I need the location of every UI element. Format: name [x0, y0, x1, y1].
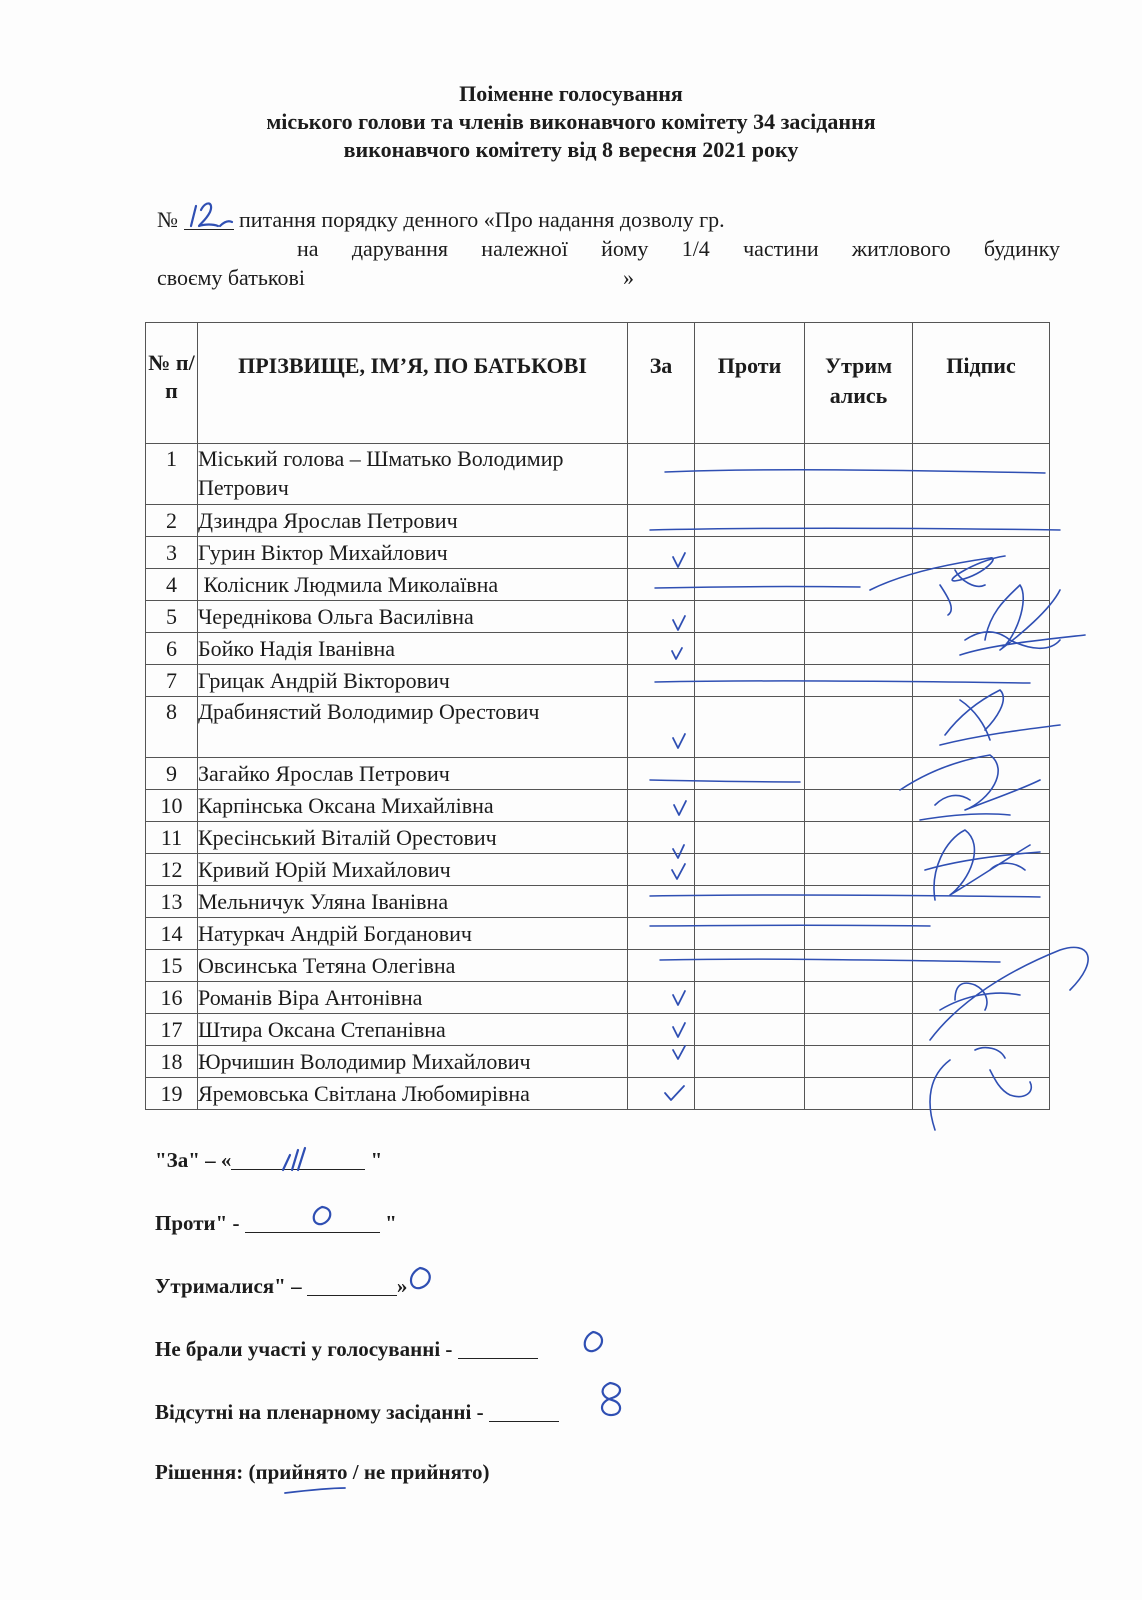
member-name: Колісник Людмила Миколаївна — [198, 569, 628, 601]
title-line-2: міського голови та членів виконавчого комітету 34 засідання — [266, 109, 876, 134]
row-number: 18 — [146, 1046, 198, 1078]
member-name: Грицак Андрій Вікторович — [198, 665, 628, 697]
member-name: Гурин Віктор Михайлович — [198, 537, 628, 569]
vote-against-cell — [695, 601, 805, 633]
vote-for-cell — [628, 1078, 695, 1110]
vote-for-cell — [628, 1014, 695, 1046]
vote-for-cell — [628, 665, 695, 697]
row-number: 3 — [146, 537, 198, 569]
vote-abstained-cell — [805, 665, 913, 697]
vote-for-cell — [628, 886, 695, 918]
table-row — [146, 569, 1050, 601]
member-name: Череднікова Ольга Василівна — [198, 601, 628, 633]
table-row — [146, 822, 1050, 854]
vote-against-cell — [695, 854, 805, 886]
question-text-3: своєму батькові — [157, 265, 305, 290]
header-number: № п/п — [146, 323, 198, 444]
total-against-label: Проти" - — [155, 1211, 245, 1235]
vote-abstained-cell — [805, 758, 913, 790]
not-voting-line — [155, 1336, 538, 1362]
table-row — [146, 758, 1050, 790]
row-number: 12 — [146, 854, 198, 886]
signature-cell — [913, 1014, 1050, 1046]
vote-abstained-cell — [805, 444, 913, 505]
decision-label: Рішення: (прийнято / не прийнято) — [155, 1460, 490, 1484]
row-number: 17 — [146, 1014, 198, 1046]
vote-abstained-cell — [805, 822, 913, 854]
member-name: Дзиндра Ярослав Петрович — [198, 505, 628, 537]
header-name: ПРІЗВИЩЕ, ІМ’Я, ПО БАТЬКОВІ — [198, 323, 628, 444]
agenda-question — [157, 205, 1060, 292]
signature-cell — [913, 633, 1050, 665]
closing-quote: » — [622, 265, 634, 290]
row-number: 6 — [146, 633, 198, 665]
vote-against-cell — [695, 1078, 805, 1110]
vote-against-cell — [695, 950, 805, 982]
vote-abstained-cell — [805, 1014, 913, 1046]
vote-against-cell — [695, 982, 805, 1014]
member-name: Штира Оксана Степанівна — [198, 1014, 628, 1046]
vote-against-cell — [695, 790, 805, 822]
question-line-2: на дарування належної йому 1/4 частини житлового будинку — [297, 236, 1060, 261]
table-row — [146, 633, 1050, 665]
table-row — [146, 505, 1050, 537]
decision-line — [155, 1460, 489, 1485]
vote-for-cell — [628, 982, 695, 1014]
member-name: Кресінський Віталій Орестович — [198, 822, 628, 854]
vote-against-cell — [695, 665, 805, 697]
table-row — [146, 950, 1050, 982]
signature-cell — [913, 537, 1050, 569]
vote-for-cell — [628, 569, 695, 601]
vote-for-cell — [628, 950, 695, 982]
vote-against-cell — [695, 1014, 805, 1046]
vote-for-cell — [628, 601, 695, 633]
vote-for-cell — [628, 444, 695, 505]
vote-for-cell — [628, 1046, 695, 1078]
table-row — [146, 444, 1050, 505]
vote-abstained-cell — [805, 982, 913, 1014]
total-for-field — [231, 1147, 365, 1170]
question-number-field — [184, 207, 234, 230]
member-name: Міський голова – Шматько Володимир Петрович — [198, 444, 628, 505]
row-number: 13 — [146, 886, 198, 918]
header-signature: Підпис — [913, 323, 1050, 444]
question-text-1: питання порядку денного «Про надання дозволу гр. — [239, 207, 725, 232]
vote-abstained-cell — [805, 854, 913, 886]
signature-cell — [913, 758, 1050, 790]
row-number: 14 — [146, 918, 198, 950]
vote-against-cell — [695, 822, 805, 854]
total-abstained-close: » — [396, 1274, 408, 1298]
total-against-close: " — [379, 1211, 397, 1235]
signature-cell — [913, 918, 1050, 950]
table-row — [146, 982, 1050, 1014]
question-line-1 — [157, 205, 1060, 234]
vote-for-cell — [628, 918, 695, 950]
row-number: 2 — [146, 505, 198, 537]
table-row — [146, 537, 1050, 569]
member-name: Кривий Юрій Михайлович — [198, 854, 628, 886]
signature-cell — [913, 444, 1050, 505]
vote-for-cell — [628, 854, 695, 886]
vote-against-cell — [695, 1046, 805, 1078]
vote-for-cell — [628, 758, 695, 790]
vote-against-cell — [695, 444, 805, 505]
table-row — [146, 790, 1050, 822]
signature-cell — [913, 569, 1050, 601]
vote-for-cell — [628, 633, 695, 665]
total-for-line — [155, 1147, 382, 1173]
vote-abstained-cell — [805, 1046, 913, 1078]
table-row — [146, 1014, 1050, 1046]
signature-cell — [913, 790, 1050, 822]
member-name: Яремовська Світлана Любомирівна — [198, 1078, 628, 1110]
vote-abstained-cell — [805, 790, 913, 822]
member-name: Загайко Ярослав Петрович — [198, 758, 628, 790]
signature-cell — [913, 822, 1050, 854]
row-number: 7 — [146, 665, 198, 697]
voting-table — [145, 322, 1050, 1110]
signature-cell — [913, 982, 1050, 1014]
vote-abstained-cell — [805, 697, 913, 758]
table-row — [146, 854, 1050, 886]
absent-label: Відсутні на пленарному засіданні - — [155, 1400, 489, 1424]
table-row — [146, 886, 1050, 918]
vote-abstained-cell — [805, 505, 913, 537]
vote-abstained-cell — [805, 633, 913, 665]
signature-cell — [913, 505, 1050, 537]
total-against-line — [155, 1210, 397, 1236]
total-for-label: "За" – « — [155, 1148, 232, 1172]
decision-underline — [285, 1488, 345, 1493]
vote-for-cell — [628, 697, 695, 758]
row-number: 1 — [146, 444, 198, 505]
not-voting-field — [458, 1336, 538, 1359]
signature-cell — [913, 854, 1050, 886]
vote-for-cell — [628, 790, 695, 822]
row-number: 15 — [146, 950, 198, 982]
member-name: Овсинська Тетяна Олегівна — [198, 950, 628, 982]
number-sign: № — [157, 207, 178, 232]
table-row — [146, 601, 1050, 633]
absent-line — [155, 1399, 559, 1425]
row-number: 8 — [146, 697, 198, 758]
table-header-row — [146, 323, 1050, 444]
handwritten-absent-count — [602, 1383, 620, 1415]
header-against: Проти — [695, 323, 805, 444]
total-abstained-field — [307, 1273, 397, 1296]
table-row — [146, 697, 1050, 758]
signature-cell — [913, 697, 1050, 758]
table-row — [146, 918, 1050, 950]
vote-against-cell — [695, 886, 805, 918]
total-for-close: " — [365, 1148, 383, 1172]
row-number: 19 — [146, 1078, 198, 1110]
signature-cell — [913, 601, 1050, 633]
vote-abstained-cell — [805, 918, 913, 950]
vote-against-cell — [695, 918, 805, 950]
absent-field — [489, 1399, 559, 1422]
not-voting-label: Не брали участі у голосуванні - — [155, 1337, 458, 1361]
question-line-3 — [157, 263, 1060, 292]
handwritten-abstained-count — [411, 1268, 430, 1288]
table-row — [146, 1078, 1050, 1110]
total-abstained-line — [155, 1273, 407, 1299]
vote-for-cell — [628, 822, 695, 854]
vote-abstained-cell — [805, 569, 913, 601]
vote-abstained-cell — [805, 537, 913, 569]
total-abstained-label: Утрималися" – — [155, 1274, 307, 1298]
row-number: 11 — [146, 822, 198, 854]
row-number: 5 — [146, 601, 198, 633]
title-line-1: Поіменне голосування — [459, 81, 683, 106]
signature-cell — [913, 950, 1050, 982]
handwritten-not-voting-count — [585, 1332, 602, 1351]
row-number: 9 — [146, 758, 198, 790]
vote-against-cell — [695, 505, 805, 537]
member-name: Драбинястий Володимир Орестович — [198, 697, 628, 758]
header-abstained: Утрим ались — [805, 323, 913, 444]
table-row — [146, 665, 1050, 697]
member-name: Натуркач Андрій Богданович — [198, 918, 628, 950]
vote-abstained-cell — [805, 886, 913, 918]
member-name: Мельничук Уляна Іванівна — [198, 886, 628, 918]
signature-cell — [913, 886, 1050, 918]
member-name: Романів Віра Антонівна — [198, 982, 628, 1014]
vote-against-cell — [695, 537, 805, 569]
signature-cell — [913, 1078, 1050, 1110]
vote-for-cell — [628, 505, 695, 537]
vote-for-cell — [628, 537, 695, 569]
row-number: 4 — [146, 569, 198, 601]
vote-against-cell — [695, 697, 805, 758]
row-number: 16 — [146, 982, 198, 1014]
header-for: За — [628, 323, 695, 444]
signature-cell — [913, 1046, 1050, 1078]
member-name: Юрчишин Володимир Михайлович — [198, 1046, 628, 1078]
member-name: Бойко Надія Іванівна — [198, 633, 628, 665]
vote-abstained-cell — [805, 601, 913, 633]
vote-against-cell — [695, 569, 805, 601]
member-name: Карпінська Оксана Михайлівна — [198, 790, 628, 822]
table-row — [146, 1046, 1050, 1078]
title-line-3: виконавчого комітету від 8 вересня 2021 року — [343, 137, 799, 162]
vote-against-cell — [695, 633, 805, 665]
vote-abstained-cell — [805, 1078, 913, 1110]
vote-against-cell — [695, 758, 805, 790]
document-title — [0, 80, 1142, 164]
signature-cell — [913, 665, 1050, 697]
row-number: 10 — [146, 790, 198, 822]
total-against-field — [245, 1210, 380, 1233]
vote-abstained-cell — [805, 950, 913, 982]
